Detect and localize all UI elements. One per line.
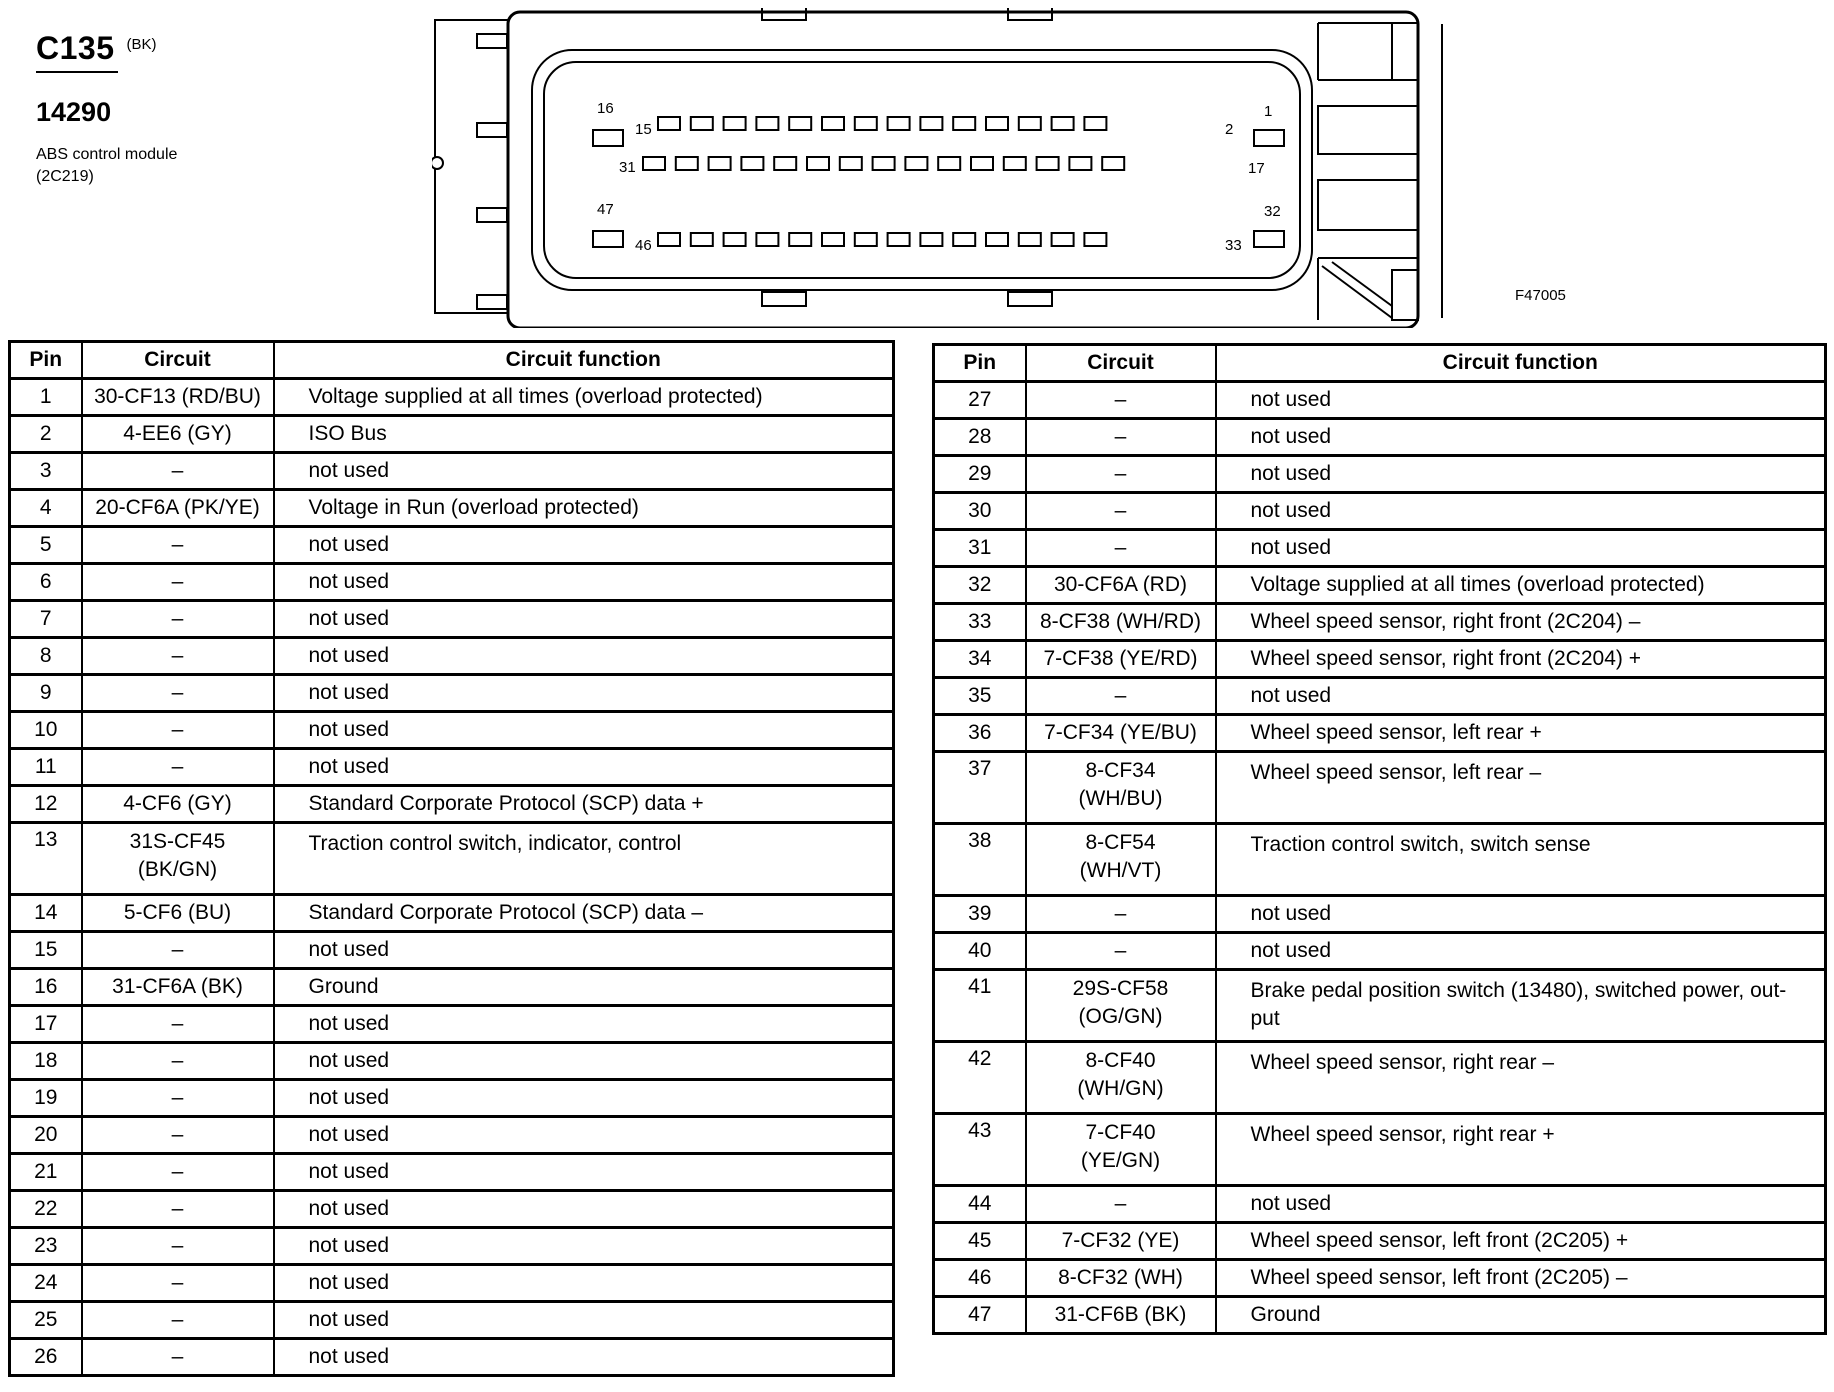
circuit-code: 7-CF32 (YE) (1026, 1223, 1216, 1260)
pin-cavity (888, 117, 910, 130)
circuit-code: 20-CF6A (PK/YE) (82, 490, 274, 527)
pin-number: 47 (934, 1297, 1026, 1334)
table-row (934, 1297, 1826, 1334)
pin-cavity (888, 233, 910, 246)
circuit-code: 31-CF6A (BK) (82, 969, 274, 1006)
table-row (10, 379, 894, 416)
circuit-function: not used (1216, 1186, 1826, 1223)
circuit-code: 30-CF6A (RD) (1026, 567, 1216, 604)
circuit-code-line: 8-CF54 (1085, 831, 1156, 854)
circuit-code-line: 31S-CF45 (129, 830, 226, 853)
circuit-code-line: 29S-CF58 (1072, 977, 1169, 1000)
circuit-code: 8-CF38 (WH/RD) (1026, 604, 1216, 641)
circuit-function: Standard Corporate Protocol (SCP) data – (274, 895, 894, 932)
module-name: ABS control module (36, 146, 178, 163)
circuit-code: – (82, 712, 274, 749)
circuit-function: not used (274, 1191, 894, 1228)
pin-number: 14 (10, 895, 82, 932)
circuit-function: Wheel speed sensor, left rear – (1216, 752, 1826, 824)
pin-cavity (724, 117, 746, 130)
figure-id: F47005 (1515, 287, 1566, 304)
pin-label-15: 15 (635, 121, 652, 138)
circuit-code: – (82, 527, 274, 564)
pin-cavity (691, 233, 713, 246)
circuit-code (1026, 752, 1216, 824)
circuit-code: – (82, 675, 274, 712)
circuit-code-line: 8-CF34 (1085, 759, 1156, 782)
table-row (934, 419, 1826, 456)
circuit-function: not used (1216, 933, 1826, 970)
connector-face-diagram (432, 8, 1492, 328)
circuit-code: – (1026, 382, 1216, 419)
table-row (10, 416, 894, 453)
pin-cavity (774, 157, 796, 170)
pin-number: 35 (934, 678, 1026, 715)
circuit-code: – (1026, 493, 1216, 530)
circuit-function: not used (274, 1117, 894, 1154)
header-circuit-function: Circuit function (1216, 345, 1826, 382)
circuit-code: – (82, 453, 274, 490)
pin-number: 4 (10, 490, 82, 527)
pin-number: 42 (934, 1042, 1026, 1114)
table-row (934, 824, 1826, 896)
header-circuit-function: Circuit function (274, 342, 894, 379)
pin-number: 29 (934, 456, 1026, 493)
pin-cavity (676, 157, 698, 170)
circuit-function: not used (274, 638, 894, 675)
circuit-code-line: (WH/GN) (1077, 1077, 1164, 1100)
pin-number: 36 (934, 715, 1026, 752)
table-row (10, 823, 894, 895)
connector-id: C135 (36, 30, 115, 66)
connector-latch (762, 292, 806, 306)
table-row (10, 895, 894, 932)
pin-number: 46 (934, 1260, 1026, 1297)
pin-cavity (1069, 157, 1091, 170)
circuit-function: Voltage supplied at all times (overload protected) (1216, 567, 1826, 604)
pin-cavity (789, 117, 811, 130)
pin-cavity (953, 117, 975, 130)
circuit-function: Traction control switch, indicator, control (274, 823, 894, 895)
table-row (10, 601, 894, 638)
table-row (934, 752, 1826, 824)
circuit-code (1026, 970, 1216, 1042)
header-pin: Pin (934, 345, 1026, 382)
circuit-function: not used (274, 1154, 894, 1191)
pin-number: 28 (934, 419, 1026, 456)
connector-side-tab (477, 123, 507, 137)
pin-cavity (741, 157, 763, 170)
circuit-function: not used (1216, 493, 1826, 530)
pin-number: 45 (934, 1223, 1026, 1260)
pin-cavity (1037, 157, 1059, 170)
pin-label-17: 17 (1248, 160, 1265, 177)
connector-header (36, 30, 177, 188)
pinout-table-right (932, 343, 1827, 1335)
table-row (10, 1117, 894, 1154)
circuit-code-line: (OG/GN) (1078, 1005, 1163, 1028)
pin-cavity (855, 117, 877, 130)
pin-cavity-47 (593, 231, 623, 247)
circuit-code: – (1026, 456, 1216, 493)
connector-side-tab (477, 295, 507, 309)
circuit-code: – (82, 601, 274, 638)
table-row (10, 749, 894, 786)
circuit-function: not used (274, 675, 894, 712)
connector-id-underline (36, 71, 118, 73)
circuit-function: not used (1216, 382, 1826, 419)
circuit-code: – (82, 1080, 274, 1117)
pin-number: 7 (10, 601, 82, 638)
pin-label-33: 33 (1225, 237, 1242, 254)
table-row (10, 969, 894, 1006)
pin-number: 37 (934, 752, 1026, 824)
circuit-function: not used (274, 1080, 894, 1117)
circuit-code (82, 823, 274, 895)
pin-cavity (938, 157, 960, 170)
pin-cavity-1 (1254, 130, 1284, 146)
pin-number: 10 (10, 712, 82, 749)
pin-number: 27 (934, 382, 1026, 419)
table-row (10, 932, 894, 969)
connector-latch (1008, 8, 1052, 20)
pin-number: 39 (934, 896, 1026, 933)
pin-number: 40 (934, 933, 1026, 970)
pin-number: 20 (10, 1117, 82, 1154)
table-row (934, 1260, 1826, 1297)
pin-label-47: 47 (597, 201, 614, 218)
circuit-code: – (82, 1228, 274, 1265)
circuit-code-line: 8-CF40 (1085, 1049, 1156, 1072)
pin-row-bottom (658, 233, 1106, 246)
circuit-function: not used (274, 453, 894, 490)
pin-cavity (1052, 233, 1074, 246)
circuit-code-line: (BK/GN) (137, 858, 218, 881)
pin-cavity (789, 233, 811, 246)
connector-side-hole (432, 157, 443, 169)
circuit-code: – (82, 1043, 274, 1080)
pin-cavity (873, 157, 895, 170)
table-row (934, 1186, 1826, 1223)
connector-latch (762, 8, 806, 20)
connector-latch (1008, 292, 1052, 306)
pin-row-top (658, 117, 1106, 130)
pin-cavity (756, 233, 778, 246)
header-pin: Pin (10, 342, 82, 379)
pin-number: 33 (934, 604, 1026, 641)
circuit-function: not used (274, 1006, 894, 1043)
circuit-function: not used (274, 749, 894, 786)
header-circuit: Circuit (82, 342, 274, 379)
pin-label-1: 1 (1264, 103, 1273, 120)
pin-label-46: 46 (635, 237, 652, 254)
circuit-function: Voltage in Run (overload protected) (274, 490, 894, 527)
pin-number: 44 (934, 1186, 1026, 1223)
circuit-code: – (1026, 1186, 1216, 1223)
circuit-function: Ground (274, 969, 894, 1006)
circuit-code: – (1026, 419, 1216, 456)
table-row (934, 970, 1826, 1042)
pin-cavity (822, 233, 844, 246)
pin-cavity (709, 157, 731, 170)
pin-number: 24 (10, 1265, 82, 1302)
pin-cavity (855, 233, 877, 246)
pin-number: 38 (934, 824, 1026, 896)
circuit-function: not used (1216, 678, 1826, 715)
pin-cavity (1102, 157, 1124, 170)
pin-number: 13 (10, 823, 82, 895)
circuit-function: not used (1216, 896, 1826, 933)
pin-cavity (807, 157, 829, 170)
table-row (10, 1191, 894, 1228)
circuit-code-line: (YE/GN) (1080, 1149, 1161, 1172)
table-row (934, 933, 1826, 970)
table-row (10, 453, 894, 490)
pinout-rows-left (10, 379, 894, 1376)
circuit-code (1026, 824, 1216, 896)
pin-cavity (1084, 117, 1106, 130)
circuit-code: 8-CF32 (WH) (1026, 1260, 1216, 1297)
pin-cavity (1052, 117, 1074, 130)
table-row (10, 786, 894, 823)
table-row (10, 638, 894, 675)
circuit-code: 4-CF6 (GY) (82, 786, 274, 823)
pin-cavity (1084, 233, 1106, 246)
pin-label-16: 16 (597, 100, 614, 117)
pin-cavity (971, 157, 993, 170)
pin-cavity (691, 117, 713, 130)
circuit-function: not used (274, 1302, 894, 1339)
table-row (10, 564, 894, 601)
circuit-function: not used (274, 601, 894, 638)
pin-number: 9 (10, 675, 82, 712)
pin-number: 16 (10, 969, 82, 1006)
connector-side-tab (477, 208, 507, 222)
circuit-code: 30-CF13 (RD/BU) (82, 379, 274, 416)
table-row (10, 675, 894, 712)
circuit-function: not used (274, 1228, 894, 1265)
table-row (934, 1042, 1826, 1114)
pin-number: 3 (10, 453, 82, 490)
circuit-function: not used (274, 1339, 894, 1376)
circuit-function: Wheel speed sensor, right rear – (1216, 1042, 1826, 1114)
pin-label-32: 32 (1264, 203, 1281, 220)
table-row (934, 1114, 1826, 1186)
circuit-function: not used (1216, 419, 1826, 456)
pin-number: 21 (10, 1154, 82, 1191)
circuit-code: – (82, 1265, 274, 1302)
circuit-code-line: (WH/BU) (1078, 787, 1163, 810)
pin-cavity (986, 233, 1008, 246)
pin-cavity (658, 233, 680, 246)
circuit-code: – (82, 1154, 274, 1191)
pin-number: 1 (10, 379, 82, 416)
table-row (934, 604, 1826, 641)
table-row (10, 1080, 894, 1117)
connector-color-code: (BK) (126, 36, 157, 53)
table-row (934, 678, 1826, 715)
circuit-code: – (1026, 530, 1216, 567)
pin-cavity (658, 117, 680, 130)
circuit-function: Traction control switch, switch sense (1216, 824, 1826, 896)
module-code: (2C219) (36, 168, 94, 185)
circuit-code: – (82, 564, 274, 601)
pin-cavity (724, 233, 746, 246)
circuit-code (1026, 1042, 1216, 1114)
pin-cavity (756, 117, 778, 130)
table-row (934, 530, 1826, 567)
pin-number: 22 (10, 1191, 82, 1228)
circuit-function: not used (274, 932, 894, 969)
circuit-code: – (82, 1302, 274, 1339)
table-row (10, 1265, 894, 1302)
table-row (934, 641, 1826, 678)
pin-cavity (840, 157, 862, 170)
pin-number: 30 (934, 493, 1026, 530)
circuit-code-line: (WH/VT) (1079, 859, 1162, 882)
pin-number: 15 (10, 932, 82, 969)
circuit-code: 7-CF34 (YE/BU) (1026, 715, 1216, 752)
pin-number: 41 (934, 970, 1026, 1042)
circuit-function: Voltage supplied at all times (overload protected) (274, 379, 894, 416)
pin-cavity (920, 233, 942, 246)
table-row (10, 1339, 894, 1376)
circuit-code: 31-CF6B (BK) (1026, 1297, 1216, 1334)
pin-cavity-32 (1254, 231, 1284, 247)
pin-cavity (1019, 117, 1041, 130)
circuit-code: – (82, 1191, 274, 1228)
circuit-code: – (1026, 678, 1216, 715)
pin-label-31: 31 (619, 159, 636, 176)
connector-side-tab (477, 34, 507, 48)
circuit-code: – (1026, 896, 1216, 933)
table-row (10, 712, 894, 749)
connector-id-line (36, 30, 177, 67)
pin-number: 34 (934, 641, 1026, 678)
circuit-function: Wheel speed sensor, right rear + (1216, 1114, 1826, 1186)
pin-number: 12 (10, 786, 82, 823)
circuit-function: Brake pedal position switch (13480), switched power, out-put (1216, 970, 1826, 1042)
pinout-rows-right (934, 382, 1826, 1334)
table-row (10, 527, 894, 564)
table-row (934, 567, 1826, 604)
table-row (10, 1302, 894, 1339)
circuit-function: not used (274, 564, 894, 601)
pin-number: 17 (10, 1006, 82, 1043)
table-row (10, 1154, 894, 1191)
table-row (934, 715, 1826, 752)
circuit-function: Wheel speed sensor, left front (2C205) – (1216, 1260, 1826, 1297)
circuit-function: Wheel speed sensor, left rear + (1216, 715, 1826, 752)
pin-number: 2 (10, 416, 82, 453)
pin-cavity (920, 117, 942, 130)
part-number: 14290 (36, 97, 112, 127)
circuit-code: – (82, 1117, 274, 1154)
table-header-row (10, 342, 894, 379)
circuit-code: – (82, 1006, 274, 1043)
circuit-code: – (82, 749, 274, 786)
circuit-function: not used (274, 712, 894, 749)
pinout-table-left (8, 340, 895, 1377)
circuit-function: Wheel speed sensor, left front (2C205) + (1216, 1223, 1826, 1260)
pin-cavity (986, 117, 1008, 130)
pin-cavity (1004, 157, 1026, 170)
circuit-code: – (1026, 933, 1216, 970)
pin-row-middle (643, 157, 1124, 170)
table-row (10, 1043, 894, 1080)
table-row (10, 1228, 894, 1265)
circuit-code-line: 7-CF40 (1085, 1121, 1156, 1144)
pin-number: 31 (934, 530, 1026, 567)
circuit-code: – (82, 1339, 274, 1376)
circuit-function: Ground (1216, 1297, 1826, 1334)
circuit-function: not used (274, 1043, 894, 1080)
table-header-row (934, 345, 1826, 382)
pin-cavity (822, 117, 844, 130)
circuit-code: – (82, 638, 274, 675)
pin-number: 18 (10, 1043, 82, 1080)
pin-cavity (1019, 233, 1041, 246)
header-circuit: Circuit (1026, 345, 1216, 382)
circuit-code: 5-CF6 (BU) (82, 895, 274, 932)
pin-number: 8 (10, 638, 82, 675)
table-row (934, 493, 1826, 530)
pin-number: 19 (10, 1080, 82, 1117)
pin-label-2: 2 (1225, 121, 1234, 138)
circuit-function: not used (274, 1265, 894, 1302)
circuit-code: – (82, 932, 274, 969)
table-row (10, 1006, 894, 1043)
circuit-code (1026, 1114, 1216, 1186)
module-description (36, 144, 177, 188)
pin-number: 6 (10, 564, 82, 601)
circuit-function: not used (1216, 456, 1826, 493)
pin-number: 32 (934, 567, 1026, 604)
table-row (934, 382, 1826, 419)
circuit-code: 7-CF38 (YE/RD) (1026, 641, 1216, 678)
connector-lock-assembly (1318, 23, 1442, 320)
circuit-function: Wheel speed sensor, right front (2C204) – (1216, 604, 1826, 641)
circuit-function: ISO Bus (274, 416, 894, 453)
circuit-function: not used (274, 527, 894, 564)
connector-left-bracket (435, 20, 508, 313)
table-row (10, 490, 894, 527)
pin-number: 11 (10, 749, 82, 786)
pin-number: 26 (10, 1339, 82, 1376)
pin-number: 25 (10, 1302, 82, 1339)
pin-cavity (953, 233, 975, 246)
table-row (934, 1223, 1826, 1260)
table-row (934, 896, 1826, 933)
pin-number: 43 (934, 1114, 1026, 1186)
pin-cavity (643, 157, 665, 170)
pin-cavity (905, 157, 927, 170)
circuit-code: 4-EE6 (GY) (82, 416, 274, 453)
pin-number: 5 (10, 527, 82, 564)
circuit-function: Wheel speed sensor, right front (2C204) + (1216, 641, 1826, 678)
table-row (934, 456, 1826, 493)
circuit-function: Standard Corporate Protocol (SCP) data + (274, 786, 894, 823)
pin-cavity-16 (593, 130, 623, 146)
circuit-function: not used (1216, 530, 1826, 567)
pin-number: 23 (10, 1228, 82, 1265)
